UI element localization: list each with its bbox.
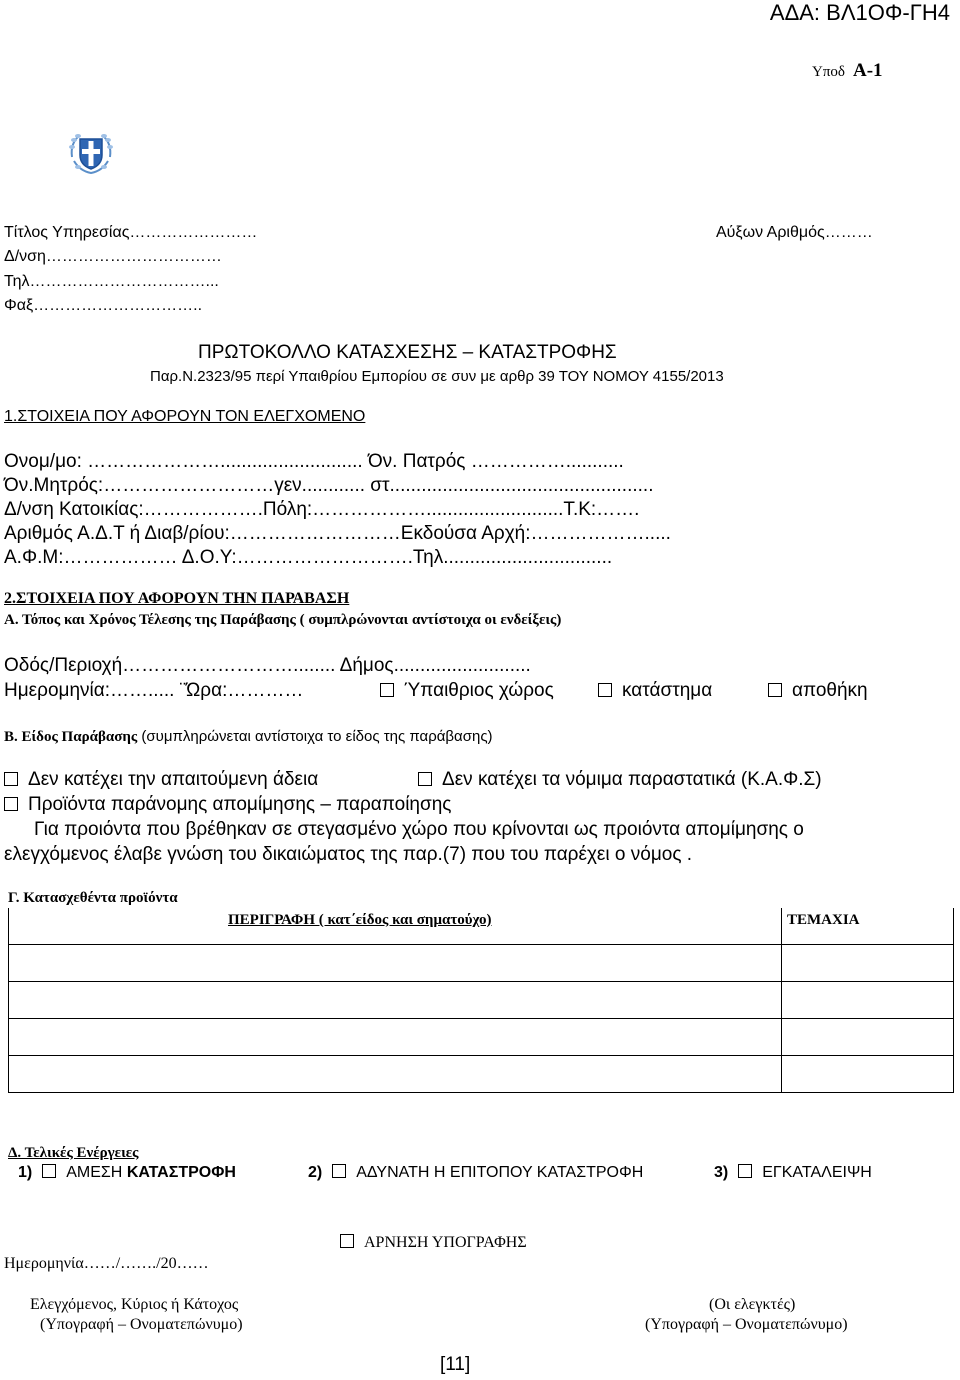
service-fax: Φαξ………………………….. [4,297,203,314]
table-cell[interactable] [9,982,782,1019]
counterfeit-note-line1: Για προιόντα που βρέθηκαν σε στεγασμένο χώρο που κρίνονται ως προιόντα απομίμησης ο [34,819,804,840]
greek-coat-of-arms-icon [66,127,116,177]
checkbox-icon[interactable] [42,1164,56,1178]
signature-date: Ημερομηνία……/……./20…… [4,1255,209,1272]
annex-prefix: Υποδ [812,64,845,80]
section2b-label-bold: Β. Είδος Παράβασης [4,729,138,745]
option-text: ΑΜΕΣΗ [66,1164,123,1181]
table-cell[interactable] [9,945,782,982]
inspectors-title: (Οι ελεγκτές) [709,1296,796,1313]
violation-option-counterfeit[interactable] [4,794,451,816]
products-table [8,908,954,1093]
table-cell[interactable] [782,908,954,945]
refusal-label: ΑΡΝΗΣΗ ΥΠΟΓΡΑΦΗΣ [364,1234,527,1251]
inspectors-sub: (Υπογραφή – Ονοματεπώνυμο) [645,1316,848,1333]
section2b-label-rest: (συμπληρώνεται αντίστοιχα το είδος της παράβασης) [137,728,493,745]
section1-line: Δ/νση Κατοικίας:……………….Πόλη:………………..........................Τ.Κ:……. [4,499,640,520]
checkbox-icon[interactable] [418,772,432,786]
products-label: Γ. Κατασχεθέντα προϊόντα [8,890,178,906]
section2b-label [4,728,493,746]
violation-option-label: Προϊόντα παράνομης απομίμησης – παραποίησης [28,794,452,815]
final-option-destroy[interactable] [18,1164,236,1182]
service-phone: Τηλ……………………………... [4,273,219,290]
inspected-signer-sub: (Υπογραφή – Ονοματεπώνυμο) [40,1316,243,1333]
violation-option-license[interactable] [4,769,318,791]
annex-label [812,60,883,82]
table-cell[interactable] [9,1019,782,1056]
violation-option-label: Δεν κατέχει την απαιτούμενη άδεια [28,769,319,790]
service-title: Τίτλος Υπηρεσίας…………………… [4,224,258,241]
option-number: 1) [18,1164,33,1181]
inspected-signer-title: Ελεγχόμενος, Κύριος ή Κάτοχος [30,1296,239,1313]
section1-line: Ονομ/μο: …………………........................... Όν. Πατρός ……………........... [4,451,624,472]
checkbox-icon[interactable] [340,1234,354,1248]
checkbox-icon[interactable] [332,1164,346,1178]
table-row [9,908,954,945]
refusal-option[interactable] [340,1234,527,1252]
option-text: ΑΔΥΝΑΤΗ Η ΕΠΙΤΟΠΟΥ ΚΑΤΑΣΤΡΟΦΗ [356,1164,644,1181]
place-option-store[interactable] [598,680,712,702]
table-cell[interactable] [782,1019,954,1056]
counterfeit-note-line2: ελεγχόμενος έλαβε γνώση του δικαιώματος της παρ.(7) που του παρέχει ο νόμος . [4,844,693,865]
column-header-pieces: ΤΕΜΑΧΙΑ [787,912,860,928]
page-number: [11] [440,1354,471,1375]
table-cell[interactable] [782,982,954,1019]
section1-line: Α.Φ.Μ:……………… Δ.Ο.Υ:……………………….Τηλ................................ [4,547,613,568]
document-title: ΠΡΩΤΟΚΟΛΛΟ ΚΑΤΑΣΧΕΣΗΣ – ΚΑΤΑΣΤΡΟΦΗΣ [198,342,617,363]
table-cell[interactable] [782,945,954,982]
table-row [9,1019,954,1056]
section1-line: Αριθμός Α.Δ.Τ ή Διαβ/ρίου:………………………Εκδούσα Αρχή:………………..... [4,523,671,544]
violation-option-label: Δεν κατέχει τα νόμιμα παραστατικά (Κ.Α.Φ.Σ) [442,769,822,790]
checkbox-icon[interactable] [4,797,18,811]
final-option-abandon[interactable] [714,1164,872,1182]
checkbox-icon[interactable] [380,683,394,697]
checkbox-icon[interactable] [4,772,18,786]
table-cell[interactable] [9,1056,782,1093]
checkbox-icon[interactable] [598,683,612,697]
place-option-outdoor[interactable] [380,680,554,702]
place-option-label: αποθήκη [792,680,868,701]
street-line: Οδός/Περιοχή………………………........ Δήμος.......................... [4,655,531,676]
option-text-bold: ΚΑΤΑΣΤΡΟΦΗ [126,1164,236,1181]
place-option-warehouse[interactable] [768,680,868,702]
service-address: Δ/νση…………………………… [4,248,222,265]
section2-heading: 2.ΣΤΟΙΧΕΙΑ ΠΟΥ ΑΦΟΡΟΥΝ ΤΗΝ ΠΑΡΑΒΑΣΗ [4,590,350,607]
final-option-unable[interactable] [308,1164,643,1182]
violation-option-receipts[interactable] [418,769,822,791]
column-header-description: ΠΕΡΙΓΡΑΦΗ ( κατ΄είδος και σηματούχο) [228,912,492,928]
table-row [9,982,954,1019]
option-text: ΕΓΚΑΤΑΛΕΙΨΗ [762,1164,872,1181]
section1-heading: 1.ΣΤΟΙΧΕΙΑ ΠΟΥ ΑΦΟΡΟΥΝ ΤΟΝ ΕΛΕΓΧΟΜΕΝΟ [4,408,366,425]
section2a-label: Α. Τόπος και Χρόνος Τέλεσης της Παράβασης ( συμπλρώνονται αντίστοιχα οι ενδείξεις) [4,612,562,628]
table-row [9,945,954,982]
table-cell[interactable] [9,908,782,945]
checkbox-icon[interactable] [738,1164,752,1178]
place-option-label: κατάστημα [622,680,713,701]
final-actions-label: Δ. Τελικές Ενέργειες [8,1145,139,1161]
section1-line: Όν.Μητρός:………………………γεν............ στ.................................................. [4,475,654,496]
serial-number: Αύξων Αριθμός……… [716,224,873,241]
option-number: 3) [714,1164,729,1181]
annex-code: Α-1 [852,60,883,81]
checkbox-icon[interactable] [768,683,782,697]
table-row [9,1056,954,1093]
table-cell[interactable] [782,1056,954,1093]
document-subtitle: Παρ.Ν.2323/95 περί Υπαιθρίου Εμπορίου σε συν με αρθρ 39 ΤΟΥ ΝΟΜΟΥ 4155/2013 [150,368,724,385]
date-time-line: Ημερομηνία:……..... ¨Ώρα:………… [4,680,304,701]
ada-code: ΑΔΑ: ΒΛ1ΟΦ-ΓΗ4 [769,0,950,25]
place-option-label: Ύπαιθριος χώρος [404,680,554,701]
option-number: 2) [308,1164,323,1181]
